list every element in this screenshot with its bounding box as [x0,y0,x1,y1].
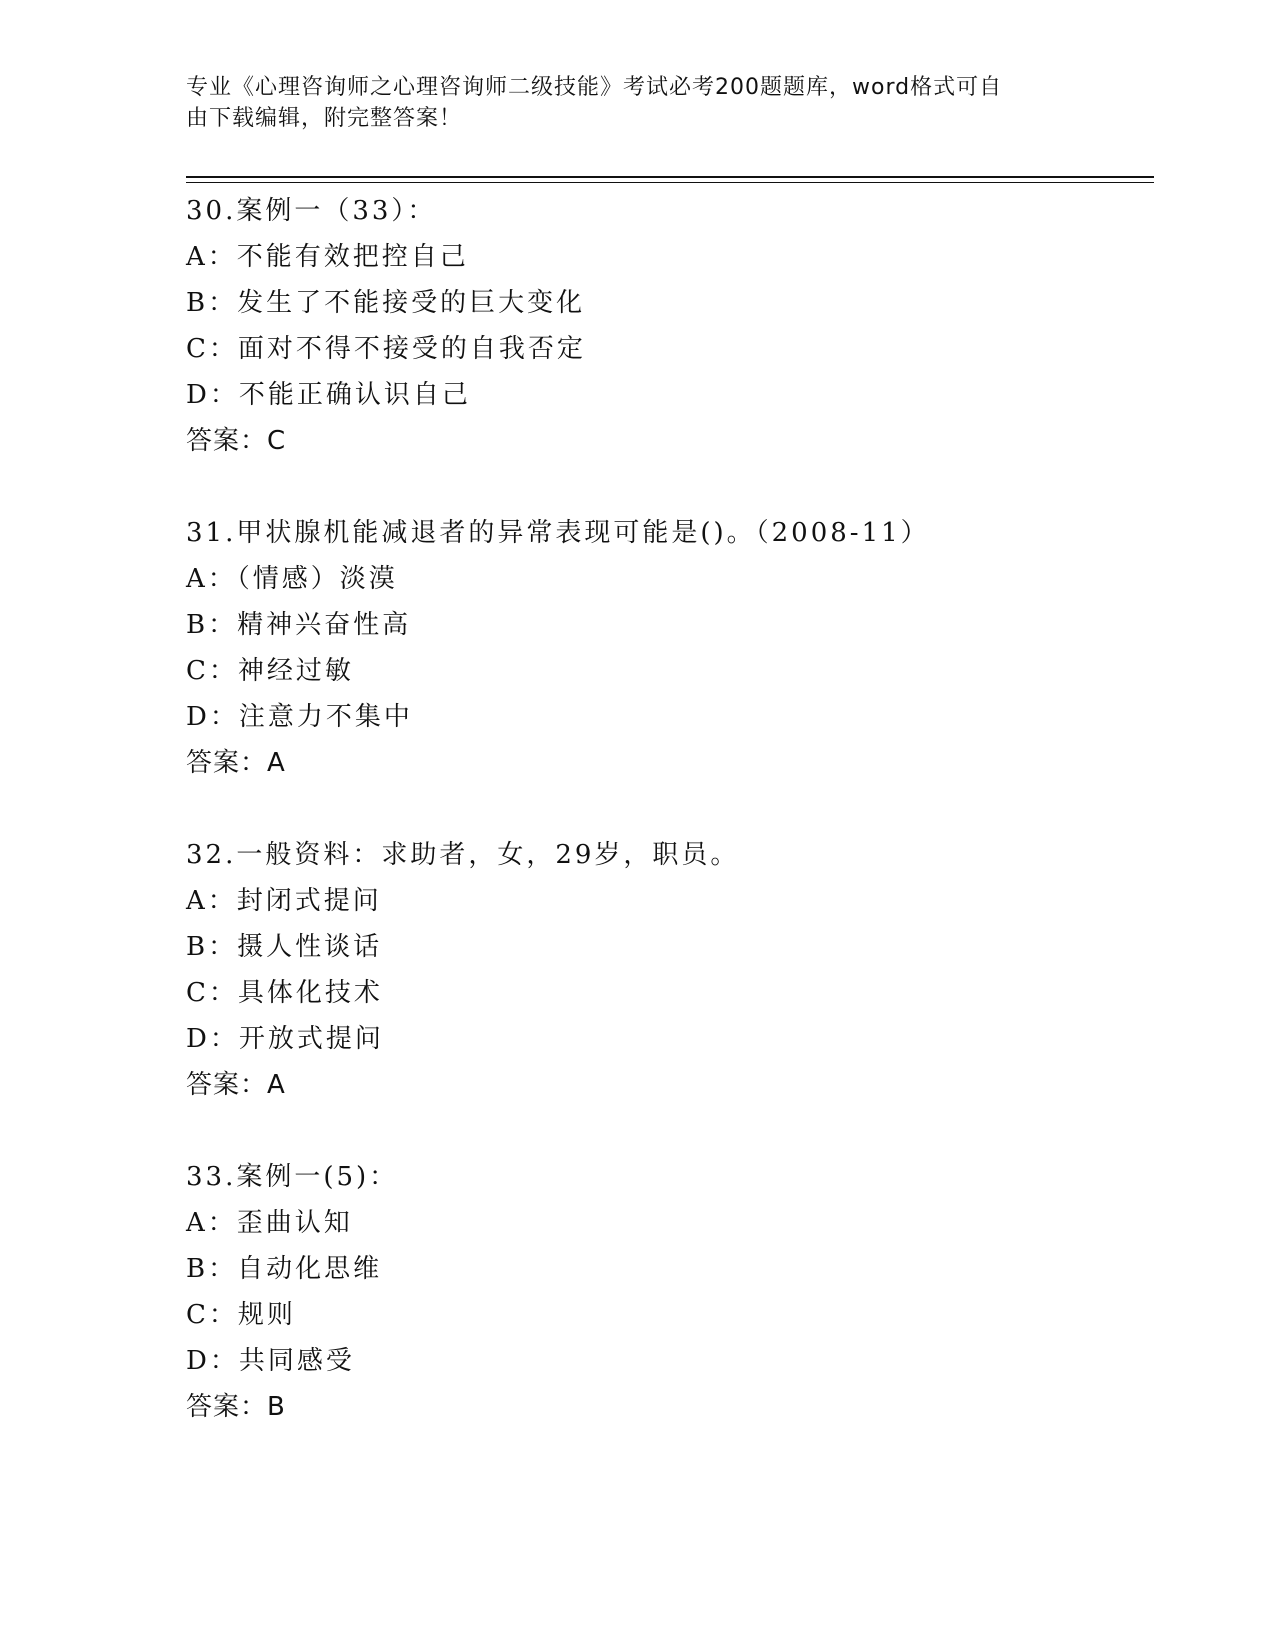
question-33 [186,1154,1154,1430]
question-31 [186,510,1154,786]
header-line-2: 由下载编辑，附完整答案！ [186,106,463,131]
option-a: A：封闭式提问 [186,886,382,916]
header-line-1: 专业《心理咨询师之心理咨询师二级技能》考试必考200题题库，word格式可自 [186,75,1003,100]
question-stem: 30.案例一（33）： [186,196,437,226]
option-d: D：开放式提问 [186,1024,384,1054]
document-header [186,72,1066,134]
question-stem: 32.一般资料：求助者，女，29岁，职员。 [186,840,740,870]
option-a: A：（情感）淡漠 [186,564,398,594]
option-c: C：神经过敏 [186,656,354,686]
header-divider-thick [186,176,1154,178]
question-32 [186,832,1154,1108]
option-c: C：具体化技术 [186,978,383,1008]
answer-label: 答案：A [186,1070,286,1100]
option-b: B：精神兴奋性高 [186,610,412,640]
option-d: D：共同感受 [186,1346,355,1376]
option-b: B：发生了不能接受的巨大变化 [186,288,586,318]
option-b: B：自动化思维 [186,1254,383,1284]
option-b: B：摄人性谈话 [186,932,383,962]
question-list [186,188,1154,1476]
question-stem: 33.案例一(5)： [186,1162,399,1192]
option-c: C：面对不得不接受的自我否定 [186,334,586,364]
option-c: C：规则 [186,1300,296,1330]
answer-label: 答案：A [186,748,286,778]
answer-label: 答案：C [186,426,287,456]
header-divider-thin [186,182,1154,183]
answer-label: 答案：B [186,1392,286,1422]
option-a: A：歪曲认知 [186,1208,353,1238]
question-stem: 31.甲状腺机能减退者的异常表现可能是()。（2008-11） [186,518,930,548]
option-d: D：注意力不集中 [186,702,413,732]
option-a: A：不能有效把控自己 [186,242,469,272]
option-d: D：不能正确认识自己 [186,380,471,410]
question-30 [186,188,1154,464]
